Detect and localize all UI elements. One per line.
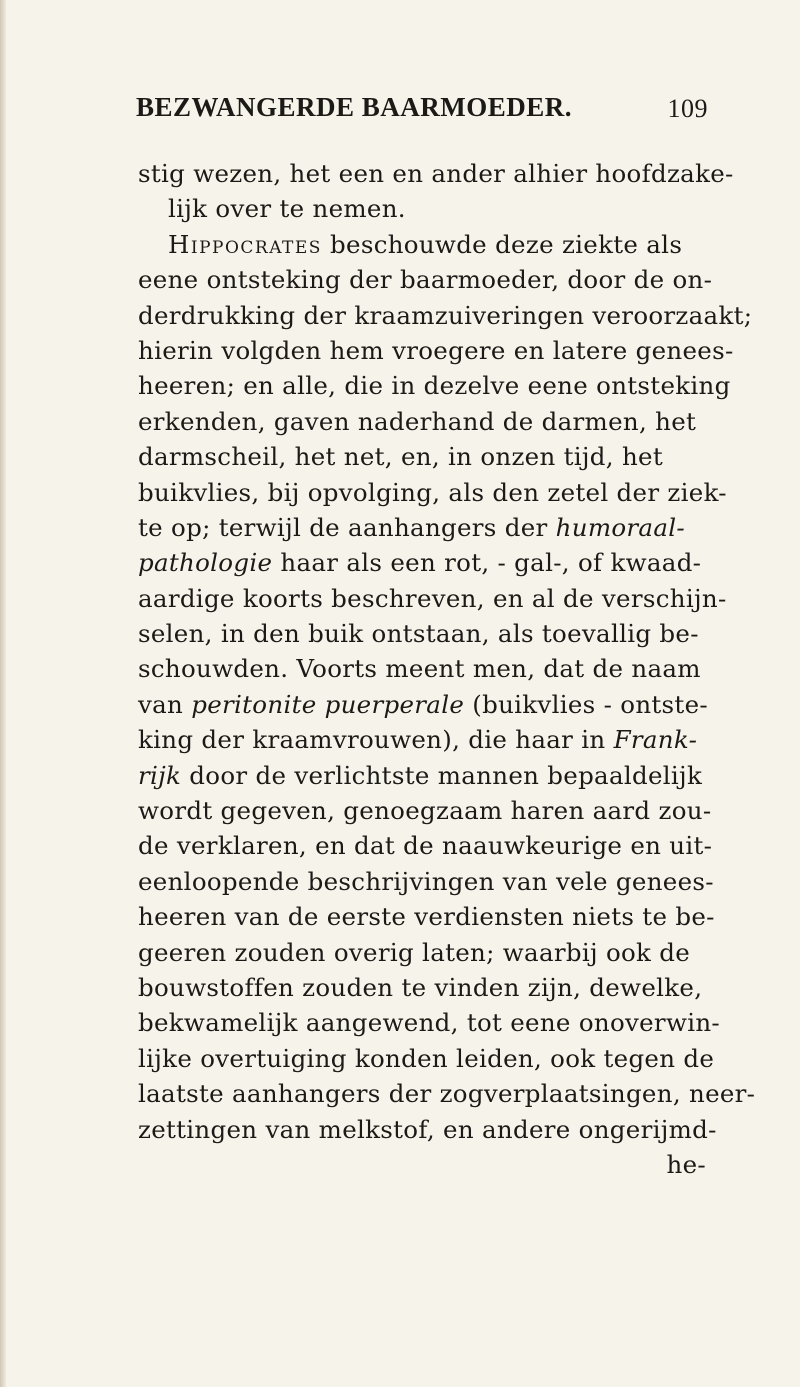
italic-term: Frank- — [613, 725, 698, 755]
text-line: heeren van de eerste verdiensten niets te be- — [138, 902, 715, 932]
text-fragment: van — [138, 689, 184, 719]
text-line: schouwden. Voorts meent men, dat de naam — [138, 654, 701, 684]
text-line: lijk over te nemen. — [168, 194, 406, 224]
text-line: buikvlies, bij opvolging, als den zetel der ziek- — [138, 477, 727, 507]
running-title: BEZWANGERDE BAARMOEDER. — [136, 92, 573, 122]
text-fragment: king der kraamvrouwen), die haar in — [138, 725, 606, 755]
text-line — [138, 722, 738, 757]
page-number: 109 — [667, 94, 708, 123]
italic-term: peritonite — [191, 689, 317, 719]
text-line — [138, 510, 738, 545]
text-line: eenloopende beschrijvingen van vele genees- — [138, 866, 714, 896]
text-line: aardige koorts beschreven, en al de verschijn- — [138, 583, 727, 613]
text-line: bekwamelijk aangewend, tot eene onoverwin- — [138, 1008, 721, 1038]
text-line: wordt gegeven, genoegzaam haren aard zou- — [138, 796, 712, 826]
italic-term: puerperale — [324, 689, 465, 719]
body-text — [138, 156, 756, 1182]
text-line — [138, 687, 738, 722]
italic-term: pathologie — [138, 548, 273, 578]
text-line: derdrukking der kraamzuiveringen veroorzaakt; — [138, 300, 753, 330]
text-line: heeren; en alle, die in dezelve eene ontsteking — [138, 371, 731, 401]
running-head — [138, 92, 738, 136]
text-line: geeren zouden overig laten; waarbij ook de — [138, 937, 691, 967]
text-line: eene ontsteking der baarmoeder, door de on- — [138, 265, 713, 295]
italic-term: humoraal- — [555, 512, 685, 542]
text-fragment: haar als een rot, - gal-, of kwaad- — [280, 548, 702, 578]
text-line: hierin volgden hem vroegere en latere genees- — [138, 335, 734, 365]
text-line: stig wezen, het een en ander alhier hoofdzake- — [138, 159, 734, 188]
text-line: he- — [666, 1149, 706, 1179]
text-fragment: te op; terwijl de aanhangers der — [138, 512, 548, 542]
text-line — [138, 545, 738, 580]
text-fragment: (buikvlies - ontste- — [472, 689, 708, 719]
text-line: laatste aanhangers der zogverplaatsingen, neer- — [138, 1079, 756, 1109]
book-page — [136, 92, 756, 1182]
text-fragment: door de verlichtste mannen bepaaldelijk — [189, 760, 703, 790]
text-line — [138, 758, 738, 793]
italic-term: rijk — [138, 760, 182, 790]
author-name: Hippocrates — [168, 229, 322, 259]
text-line: de verklaren, en dat de naauwkeurige en uit- — [138, 831, 713, 861]
page-edge — [0, 0, 6, 1387]
text-line: darmscheil, het net, en, in onzen tijd, het — [138, 442, 663, 472]
text-line: selen, in den buik ontstaan, als toevallig be- — [138, 619, 699, 649]
text-line: erkenden, gaven naderhand de darmen, het — [138, 406, 697, 436]
text-line: zettingen van melkstof, en andere ongerijmd- — [138, 1114, 717, 1144]
text-line: bouwstoffen zouden te vinden zijn, dewelke, — [138, 972, 703, 1002]
text-line: lijke overtuiging konden leiden, ook tegen de — [138, 1043, 715, 1073]
text-fragment: beschouwde deze ziekte als — [330, 229, 683, 259]
text-line — [138, 227, 738, 262]
